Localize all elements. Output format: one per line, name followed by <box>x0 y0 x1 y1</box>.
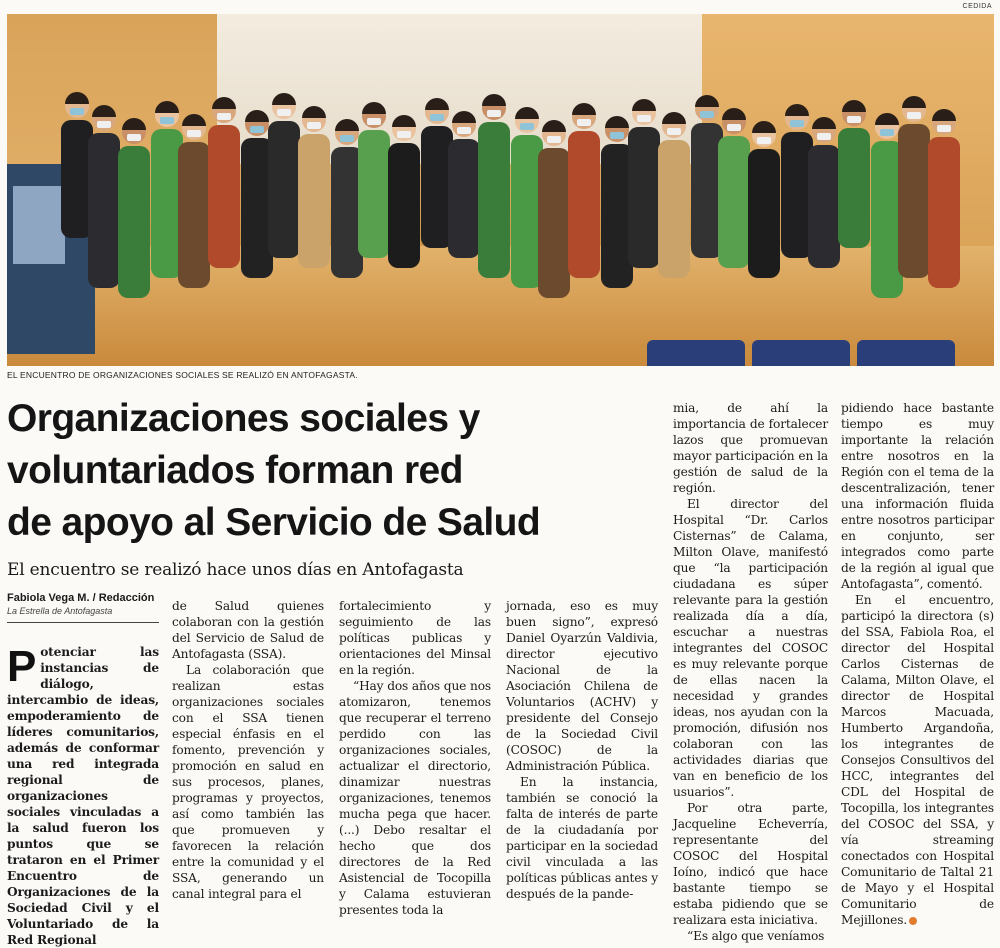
drop-cap: P <box>7 642 37 691</box>
paragraph: jornada, eso es muy buen signo”, expresó Daniel Oyarzún Valdivia, director ejecutivo Nacional de la Asociación Chilena de Voluntarios (ACHV) y presidente del Consejo de la Sociedad Civil (COSOC) de la Administración Pública. <box>506 599 658 773</box>
article-column-2 <box>172 598 324 902</box>
paragraph: El director del Hospital “Dr. Carlos Cisternas” de Calama, Milton Olave, manifestó que “la participación ciudadana es súper relevante para la gestión realizada día a día, escuchar a nuestras integrantes del COSOC es muy relevante porque de ellas nacen la necesidad y grandes ideas, nos ayudan con la promoción, difusión nos colaboran con las actividades diarias que van en beneficio de los usuarios”. <box>673 497 828 799</box>
photo-crowd <box>7 14 994 366</box>
paragraph: “Es algo que veníamos <box>687 929 825 943</box>
person-silhouette <box>898 96 930 278</box>
person-silhouette <box>358 102 390 258</box>
person-silhouette <box>118 118 150 298</box>
person-silhouette <box>388 115 420 268</box>
person-silhouette <box>568 103 600 278</box>
headline-line: voluntariados forman red <box>7 449 463 492</box>
person-silhouette <box>448 111 480 258</box>
end-mark-icon <box>909 917 917 925</box>
paragraph: En el encuentro, participó la directora (s) del SSA, Fabiola Roa, el director del Hospital Carlos Cisternas de Calama, Milton Olave, el director de Hospital Marcos Macuada, Humberto Argandoña, los integrantes de Consejos Consultivos del HCC, integrantes del CDL del Hospital de Tocopilla, los integrantes del COSOC del SSA, y vía streaming conectados con Hospital Comunitario de Taltal 21 de Mayo y el Hospital Comunitario de Mejillones. <box>841 593 994 927</box>
person-silhouette <box>628 99 660 268</box>
article-column-5 <box>673 400 828 944</box>
headline <box>7 393 657 549</box>
person-silhouette <box>298 106 330 268</box>
paragraph: La colaboración que realizan estas organizaciones sociales con el SSA tienen especial énfasis en el fomento, prevención y promoción en salud en sus procesos, planes, programas y proyectos, así como también las que promueven y favorecen la relación entre la comunidad y el SSA, generando un canal integral para el <box>172 663 324 901</box>
article-column-4 <box>506 598 658 902</box>
article-column-3 <box>339 598 491 918</box>
person-silhouette <box>838 100 870 248</box>
paragraph: “Hay dos años que nos atomizaron, tenemos que recuperar el terreno perdido con las organizaciones sociales, actualizar el directorio, dinamizar nuestras organizaciones, tenemos mucha pega que hacer. (...) Debo resaltar el hecho que dos directores de la Red Asistencial de Tocopilla y Calama estuvieran presentes toda la <box>339 679 491 917</box>
photo-caption: EL ENCUENTRO DE ORGANIZACIONES SOCIALES SE REALIZÓ EN ANTOFAGASTA. <box>7 370 358 380</box>
paragraph: mia, de ahí la importancia de fortalecer lazos que promuevan mayor participación en la gestión de salud de la región. <box>673 401 828 495</box>
byline-rule <box>7 622 159 623</box>
person-silhouette <box>658 112 690 278</box>
paragraph: pidiendo hace bastante tiempo es muy importante la relación entre nosotros en la Región con el tema de la descentralización, tener una información fluida entre nosotros participar en conjunto, ser integrados como parte de la región al igual que Antofagasta”, comentó. <box>841 401 994 591</box>
person-silhouette <box>808 117 840 268</box>
person-silhouette <box>748 121 780 278</box>
headline-line: de apoyo al Servicio de Salud <box>7 501 541 544</box>
paragraph: de Salud quienes colaboran con la gestión del Servicio de Salud de Antofagasta (SSA). <box>172 599 324 661</box>
article-column-1 <box>7 644 159 948</box>
article-column-6 <box>841 400 994 928</box>
paragraph: En la instancia, también se conoció la falta de interés de parte de la ciudadanía por participar en la sociedad civil vinculada a las políticas públicas antes y después de la pande- <box>506 775 658 901</box>
group-photo <box>7 14 994 366</box>
person-silhouette <box>928 109 960 288</box>
subheadline: El encuentro se realizó hace unos días en Antofagasta <box>7 560 464 580</box>
lead-paragraph: otenciar las instancias de diálogo, intercambio de ideas, empoderamiento de líderes comunitarios, además de conformar una red integrada regional de organizaciones sociales vinculadas a la salud fueron los puntos que se trataron en el Primer Encuentro de Organizaciones de la Sociedad Civil y el Voluntariado de la Red Regional <box>7 645 159 947</box>
person-silhouette <box>208 97 240 268</box>
headline-line: Organizaciones sociales y <box>7 397 480 440</box>
paragraph: Por otra parte, Jacqueline Echeverría, representante del COSOC del Hospital Ioíno, indicó que hace bastante tiempo se estaba pidiendo que se realizara esta iniciativa. <box>673 801 828 927</box>
person-silhouette <box>478 94 510 278</box>
photo-credit: CEDIDA <box>962 3 992 10</box>
paragraph: fortalecimiento y seguimiento de las políticas publicas y orientaciones del Minsal en la región. <box>339 599 491 677</box>
person-silhouette <box>268 93 300 258</box>
byline-source: La Estrella de Antofagasta <box>7 606 113 616</box>
byline: Fabiola Vega M. / Redacción <box>7 592 155 604</box>
